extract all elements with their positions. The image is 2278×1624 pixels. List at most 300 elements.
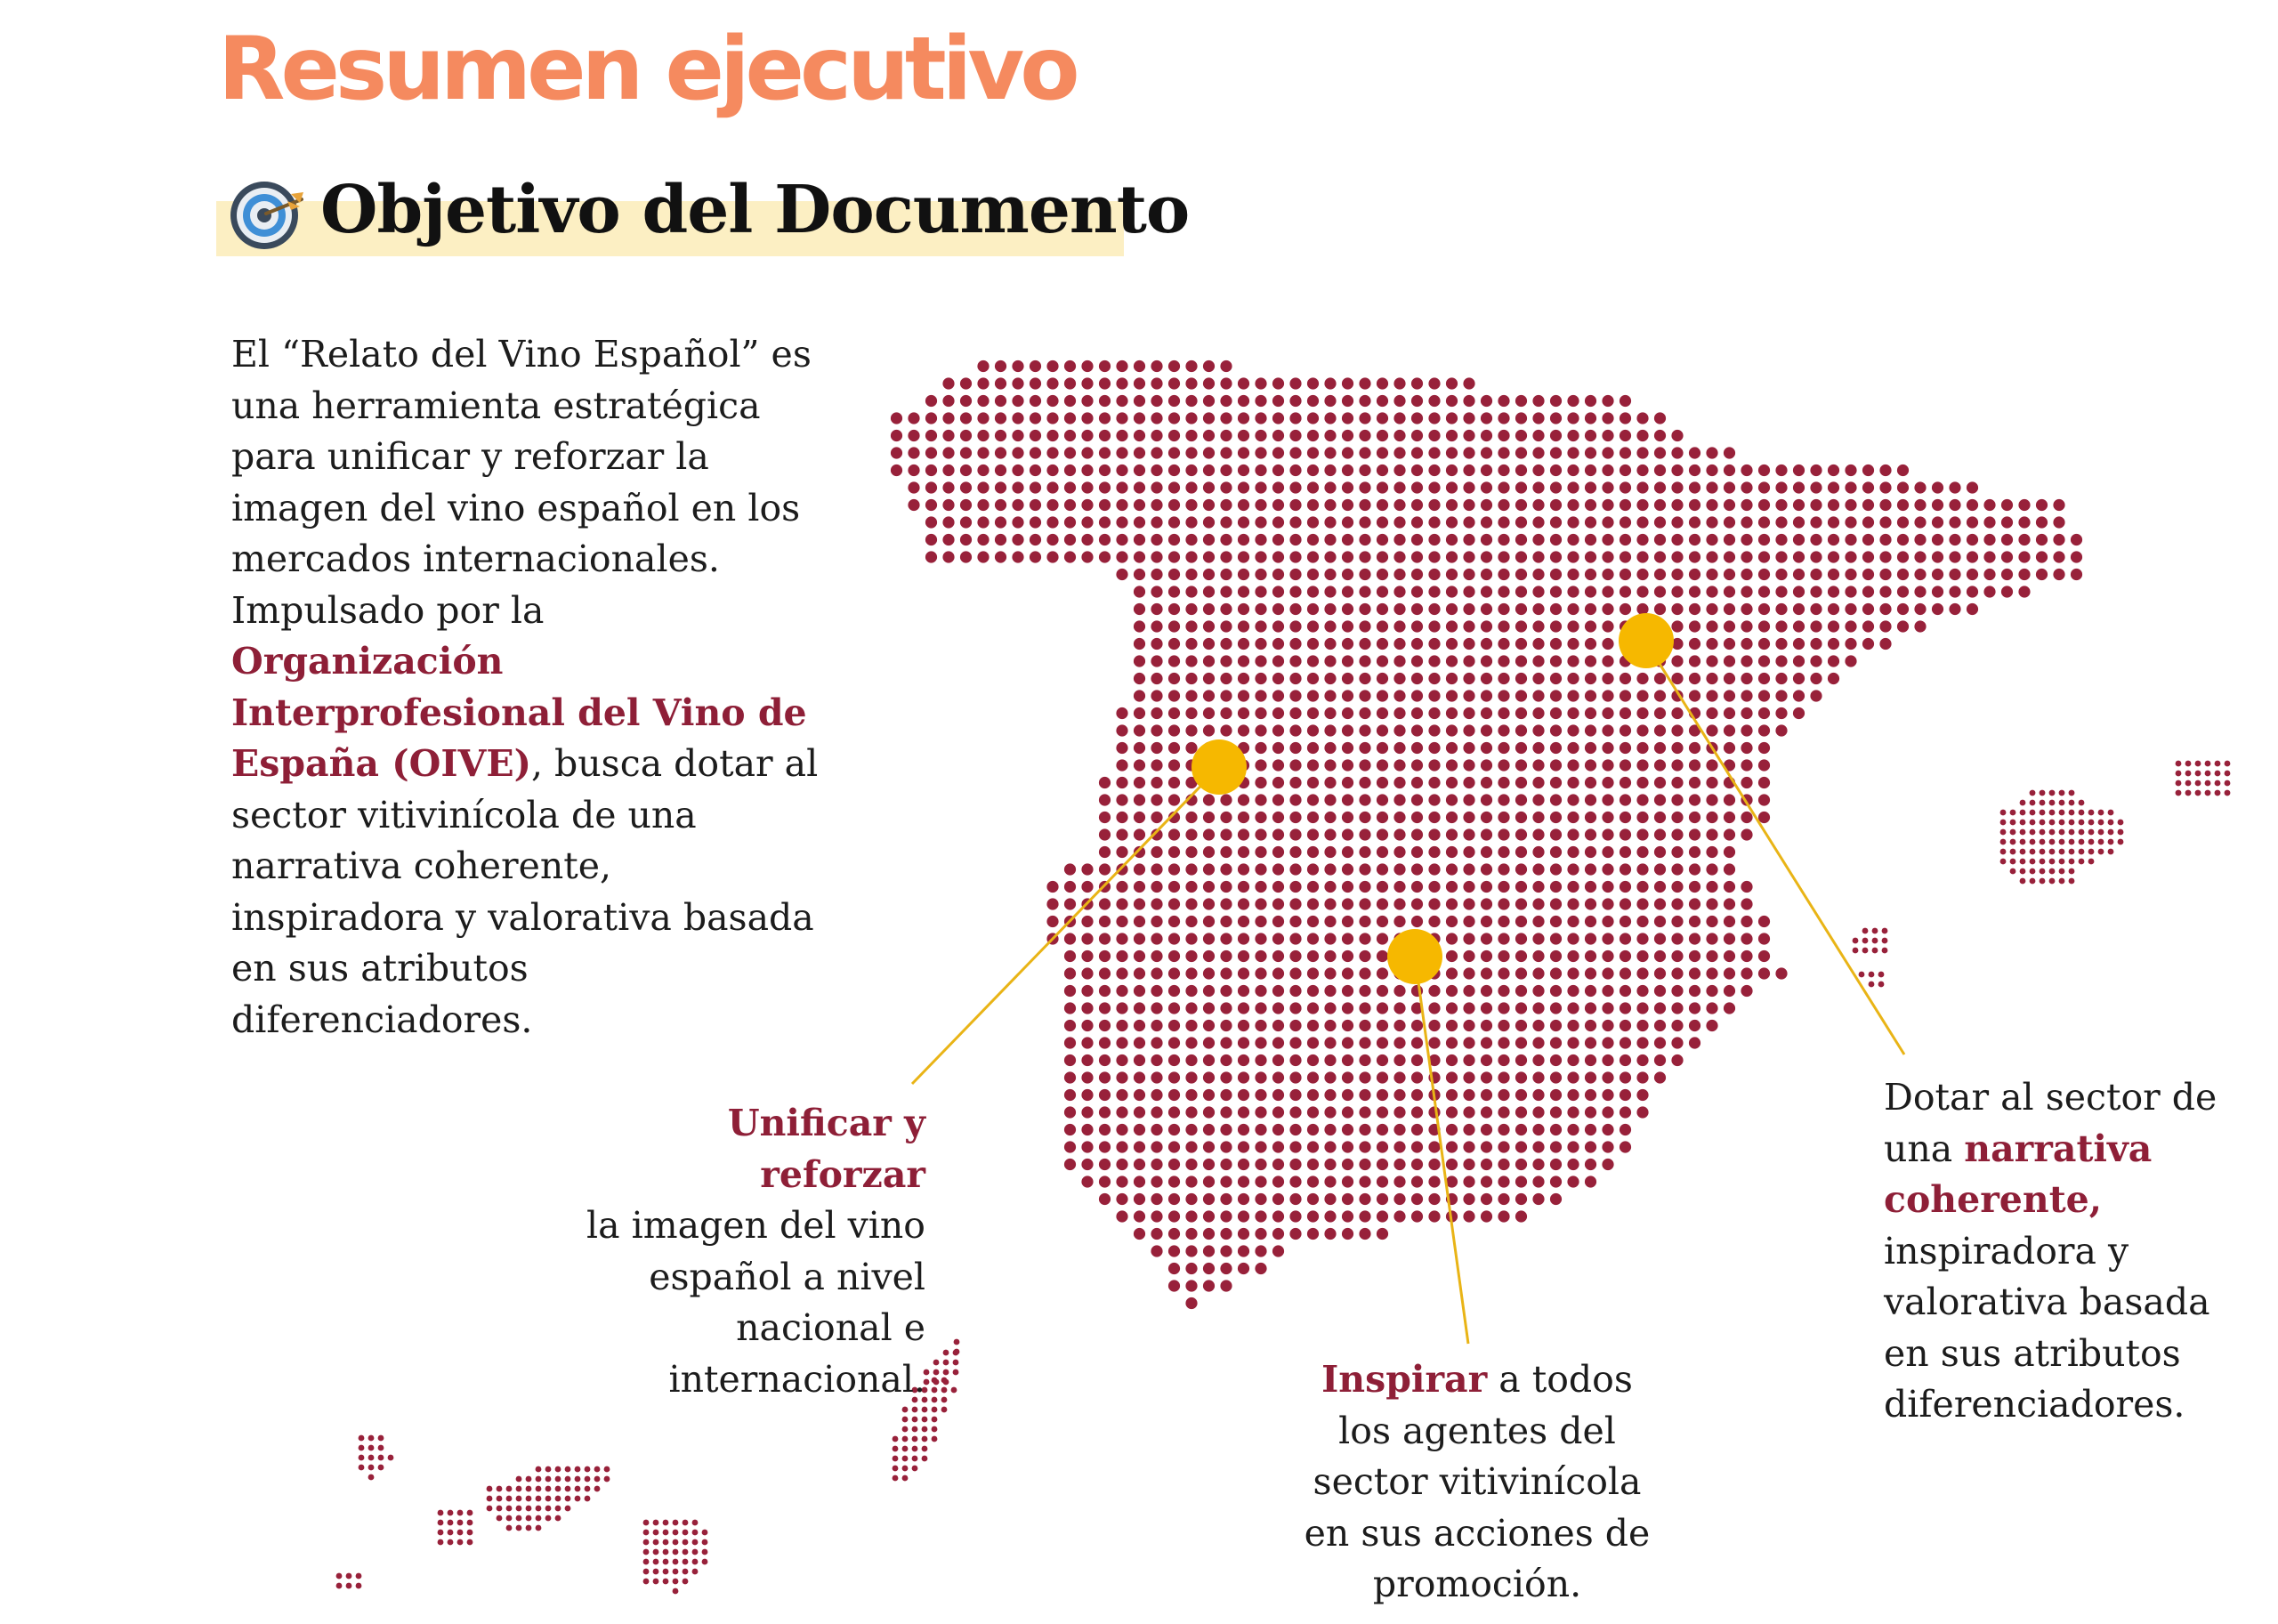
map-dot [1515,1141,1527,1152]
island-dot [356,1573,362,1580]
map-dot [1168,794,1180,805]
map-dot [1099,898,1111,909]
map-dot [1012,430,1023,441]
map-dot [1255,1193,1266,1205]
map-dot [1238,707,1249,719]
map-dot [1272,447,1284,458]
map-dot [1046,395,1058,407]
map-dot [1810,638,1822,650]
map-dot [1393,1089,1405,1101]
map-dot [1220,916,1232,927]
map-dot [1515,1124,1527,1135]
map-dot [1342,655,1353,667]
map-dot [1342,551,1353,562]
map-dot [1654,447,1666,458]
map-dot [1151,950,1162,962]
map-dot [1897,603,1909,615]
map-dot [1446,551,1458,562]
map-dot [1411,620,1423,632]
map-dot [1463,742,1474,754]
map-dot [1724,828,1735,840]
map-dot [1342,673,1353,684]
map-dot [1220,412,1232,424]
map-dot [1377,1141,1388,1152]
map-dot [1862,465,1874,476]
map-dot [1272,655,1284,667]
map-dot [1567,1054,1579,1066]
map-dot [1446,777,1458,788]
map-dot [1359,395,1370,407]
map-dot [908,412,919,424]
map-dot [1446,933,1458,944]
map-dot [1585,967,1596,979]
map-dot [1081,933,1093,944]
map-dot [1481,794,1492,805]
map-dot [1185,828,1197,840]
map-dot [1185,1020,1197,1031]
map-dot [1671,1054,1683,1066]
map-dot [1515,1176,1527,1187]
map-dot [1532,395,1544,407]
map-dot [1185,933,1197,944]
map-dot [1481,707,1492,719]
island-dot [536,1476,542,1483]
map-dot [1220,1071,1232,1083]
map-dot [1411,916,1423,927]
map-dot [2001,586,2013,597]
map-dot [1620,881,1631,893]
map-dot [1724,846,1735,858]
map-dot [1220,812,1232,823]
island-dot [2108,829,2114,836]
island-dot [683,1520,689,1526]
island-dot [2049,859,2056,865]
map-dot [1550,707,1562,719]
map-dot [1393,1037,1405,1048]
map-dot [1238,534,1249,545]
map-dot [1255,395,1266,407]
map-dot [1654,916,1666,927]
map-dot [1983,569,1995,580]
map-dot [1168,1037,1180,1048]
map-dot [1428,586,1440,597]
map-dot [1289,812,1301,823]
map-dot [1220,1193,1232,1205]
map-dot [1342,1228,1353,1240]
island-dot [943,1360,949,1366]
map-dot [1359,1089,1370,1101]
map-dot [1949,569,1960,580]
map-dot [1342,638,1353,650]
map-dot [1255,1054,1266,1066]
map-dot [1393,1002,1405,1014]
map-dot [1585,846,1596,858]
map-dot [1307,1124,1319,1135]
map-dot [1446,898,1458,909]
map-dot [977,377,989,389]
map-dot [1515,1106,1527,1118]
island-dot [565,1486,571,1492]
map-dot [1585,916,1596,927]
map-dot [1134,465,1145,476]
map-dot [1515,828,1527,840]
map-dot [1255,1089,1266,1101]
map-dot [1342,516,1353,528]
map-dot [1532,742,1544,754]
map-dot [1272,759,1284,771]
map-dot [1567,638,1579,650]
map-dot [1185,1141,1197,1152]
map-dot [1342,377,1353,389]
map-dot [1932,499,1943,511]
map-dot [1481,985,1492,997]
map-dot [1393,846,1405,858]
map-dot [2001,551,2013,562]
map-dot [1620,1124,1631,1135]
map-dot [1203,430,1215,441]
map-dot [1758,586,1770,597]
map-dot [1238,1071,1249,1083]
map-dot [1620,1089,1631,1101]
map-dot [1377,1020,1388,1031]
map-dot [1324,742,1336,754]
map-dot [1324,395,1336,407]
map-dot [1185,1176,1197,1187]
map-dot [1550,690,1562,701]
map-dot [1377,898,1388,909]
island-dot [2030,810,2036,816]
map-dot [1116,742,1127,754]
map-dot [1116,985,1127,997]
island-dot [2069,878,2075,885]
map-dot [1463,620,1474,632]
map-dot [1532,967,1544,979]
map-dot [1498,586,1509,597]
island-dot [2059,849,2065,855]
island-dot [2059,810,2065,816]
map-dot [1255,881,1266,893]
map-dot [1914,499,1926,511]
map-dot [1967,551,1978,562]
map-dot [1481,465,1492,476]
map-dot [1238,881,1249,893]
map-dot [1168,603,1180,615]
map-dot [1359,1193,1370,1205]
map-dot [1342,916,1353,927]
island-dot [2069,790,2075,796]
island-dot [2020,878,2026,885]
map-dot [1185,1159,1197,1170]
map-dot [1463,777,1474,788]
island-dot [683,1559,689,1565]
island-dot [497,1486,503,1492]
map-dot [2001,516,2013,528]
island-dot [438,1530,444,1536]
map-dot [1116,1210,1127,1222]
map-dot [1289,881,1301,893]
island-dot [368,1475,375,1481]
map-dot [1116,516,1127,528]
map-dot [2018,534,2030,545]
map-dot [1620,673,1631,684]
map-dot [1307,985,1319,997]
map-dot [1585,638,1596,650]
island-dot [2030,869,2036,875]
map-dot [1272,412,1284,424]
island-dot [2225,761,2231,767]
island-dot [526,1486,532,1492]
map-dot [1203,673,1215,684]
map-dot [942,551,954,562]
map-dot [1411,1141,1423,1152]
map-dot [1185,846,1197,858]
map-dot [1636,673,1648,684]
map-dot [1724,863,1735,875]
map-dot [1134,447,1145,458]
map-dot [1949,516,1960,528]
map-dot [1428,846,1440,858]
map-dot [1377,412,1388,424]
map-dot [1532,447,1544,458]
map-dot [1307,447,1319,458]
map-dot [1550,881,1562,893]
map-dot [1116,395,1127,407]
island-dot [941,1407,948,1413]
map-dot [1585,1141,1596,1152]
map-dot [1515,1159,1527,1170]
map-dot [1324,603,1336,615]
map-dot [1307,846,1319,858]
map-dot [1168,1193,1180,1205]
map-dot [1636,551,1648,562]
map-dot [1220,1176,1232,1187]
map-dot [1793,690,1805,701]
intro-text-start: El “Relato del Vino Español” es una herramienta estratégica para unificar y reforzar la imagen del vino español en los mercados internacionales. Impulsado por la [231,333,812,632]
map-dot [1845,655,1856,667]
map-dot [1203,1037,1215,1048]
map-dot [1342,1071,1353,1083]
map-dot [1272,933,1284,944]
map-dot [1810,603,1822,615]
map-dot [1428,742,1440,754]
island-dot [2098,810,2104,816]
map-dot [1602,673,1613,684]
map-dot [1393,412,1405,424]
map-dot [1289,1054,1301,1066]
map-dot [1689,551,1700,562]
island-dot [536,1496,542,1502]
map-dot [1636,967,1648,979]
map-dot [995,360,1006,372]
map-dot [1463,603,1474,615]
map-dot [925,551,937,562]
map-dot [1932,586,1943,597]
map-dot [1654,516,1666,528]
map-dot [1046,551,1058,562]
island-dot [932,1387,938,1394]
map-dot [1463,655,1474,667]
island-dot [2059,800,2065,806]
map-dot [1636,1020,1648,1031]
map-dot [1498,1054,1509,1066]
map-dot [1203,950,1215,962]
map-dot [1741,586,1752,597]
map-dot [1428,690,1440,701]
map-dot [1914,620,1926,632]
map-dot [1030,534,1041,545]
map-dot [1602,742,1613,754]
map-dot [1793,620,1805,632]
map-dot [1689,777,1700,788]
map-dot [1255,1159,1266,1170]
map-dot [1359,759,1370,771]
island-dot [575,1476,581,1483]
map-dot [977,465,989,476]
map-dot [1481,846,1492,858]
map-dot [2036,516,2048,528]
island-dot [2030,859,2036,865]
map-dot [1845,603,1856,615]
map-dot [1967,569,1978,580]
map-dot [1168,724,1180,736]
map-dot [2071,551,2082,562]
map-dot [1654,846,1666,858]
map-dot [1775,655,1787,667]
map-dot [942,481,954,493]
map-dot [1758,569,1770,580]
map-dot [1620,950,1631,962]
map-dot [1359,846,1370,858]
map-dot [1671,950,1683,962]
map-dot [1845,516,1856,528]
map-dot [1481,569,1492,580]
map-dot [1654,569,1666,580]
map-dot [1289,1002,1301,1014]
map-dot [1377,1124,1388,1135]
map-dot [1620,985,1631,997]
map-dot [1411,551,1423,562]
map-dot [1116,377,1127,389]
map-dot [1411,1210,1423,1222]
map-dot [1393,465,1405,476]
map-dot [1185,1002,1197,1014]
map-dot [1168,1002,1180,1014]
map-dot [1498,881,1509,893]
map-dot [925,395,937,407]
map-dot [1828,516,1839,528]
map-dot [1203,620,1215,632]
island-dot [467,1520,473,1526]
map-dot [1446,1002,1458,1014]
map-dot [1671,516,1683,528]
map-dot [1324,1071,1336,1083]
map-dot [1272,777,1284,788]
map-dot [1532,465,1544,476]
map-dot [977,499,989,511]
map-dot [1463,1002,1474,1014]
map-dot [1428,551,1440,562]
map-dot [1151,1245,1162,1256]
map-dot [1359,465,1370,476]
map-dot [1463,950,1474,962]
map-dot [1620,465,1631,476]
island-dot [555,1496,561,1502]
map-dot [1220,933,1232,944]
map-dot [1289,916,1301,927]
map-dot [1689,620,1700,632]
map-dot [1324,499,1336,511]
map-dot [1099,377,1111,389]
map-dot [1203,603,1215,615]
map-dot [1602,863,1613,875]
map-dot [1307,1054,1319,1066]
map-dot [1168,690,1180,701]
map-dot [1168,967,1180,979]
map-dot [1515,777,1527,788]
map-dot [1377,1210,1388,1222]
map-dot [1185,1193,1197,1205]
map-dot [1255,586,1266,597]
map-dot [1585,516,1596,528]
island-dot [2000,849,2007,855]
map-dot [1307,1020,1319,1031]
island-dot [1872,928,1878,934]
island-dot [526,1496,532,1502]
map-dot [1498,534,1509,545]
map-dot [977,447,989,458]
map-dot [1463,569,1474,580]
map-dot [1741,499,1752,511]
map-dot [1185,724,1197,736]
map-dot [1446,481,1458,493]
map-dot [1220,465,1232,476]
island-dot [2205,761,2211,767]
map-dot [977,412,989,424]
map-dot [1411,777,1423,788]
map-dot [1255,655,1266,667]
callout-inspirar-text: a todos los agentes del sector vitivinícola en sus acciones de promoción. [1304,1358,1651,1605]
map-dot [1515,707,1527,719]
map-dot [1585,481,1596,493]
map-dot [1654,1020,1666,1031]
map-dot [1272,569,1284,580]
map-dot [2018,516,2030,528]
map-dot [1151,465,1162,476]
map-dot [1342,1159,1353,1170]
map-dot [1185,1106,1197,1118]
map-dot [1828,569,1839,580]
island-dot [448,1530,454,1536]
map-dot [1775,707,1787,719]
map-dot [1602,586,1613,597]
map-dot [1289,967,1301,979]
map-dot [960,481,972,493]
map-dot [1359,863,1370,875]
map-dot [1897,481,1909,493]
map-dot [1116,846,1127,858]
map-dot [1393,586,1405,597]
map-dot [1706,655,1717,667]
map-dot [1689,985,1700,997]
map-dot [1185,360,1197,372]
map-dot [1238,1002,1249,1014]
map-dot [1342,412,1353,424]
map-dot [1099,794,1111,805]
map-dot [1185,1210,1197,1222]
map-dot [1393,534,1405,545]
map-dot [1498,412,1509,424]
map-dot [1602,1054,1613,1066]
